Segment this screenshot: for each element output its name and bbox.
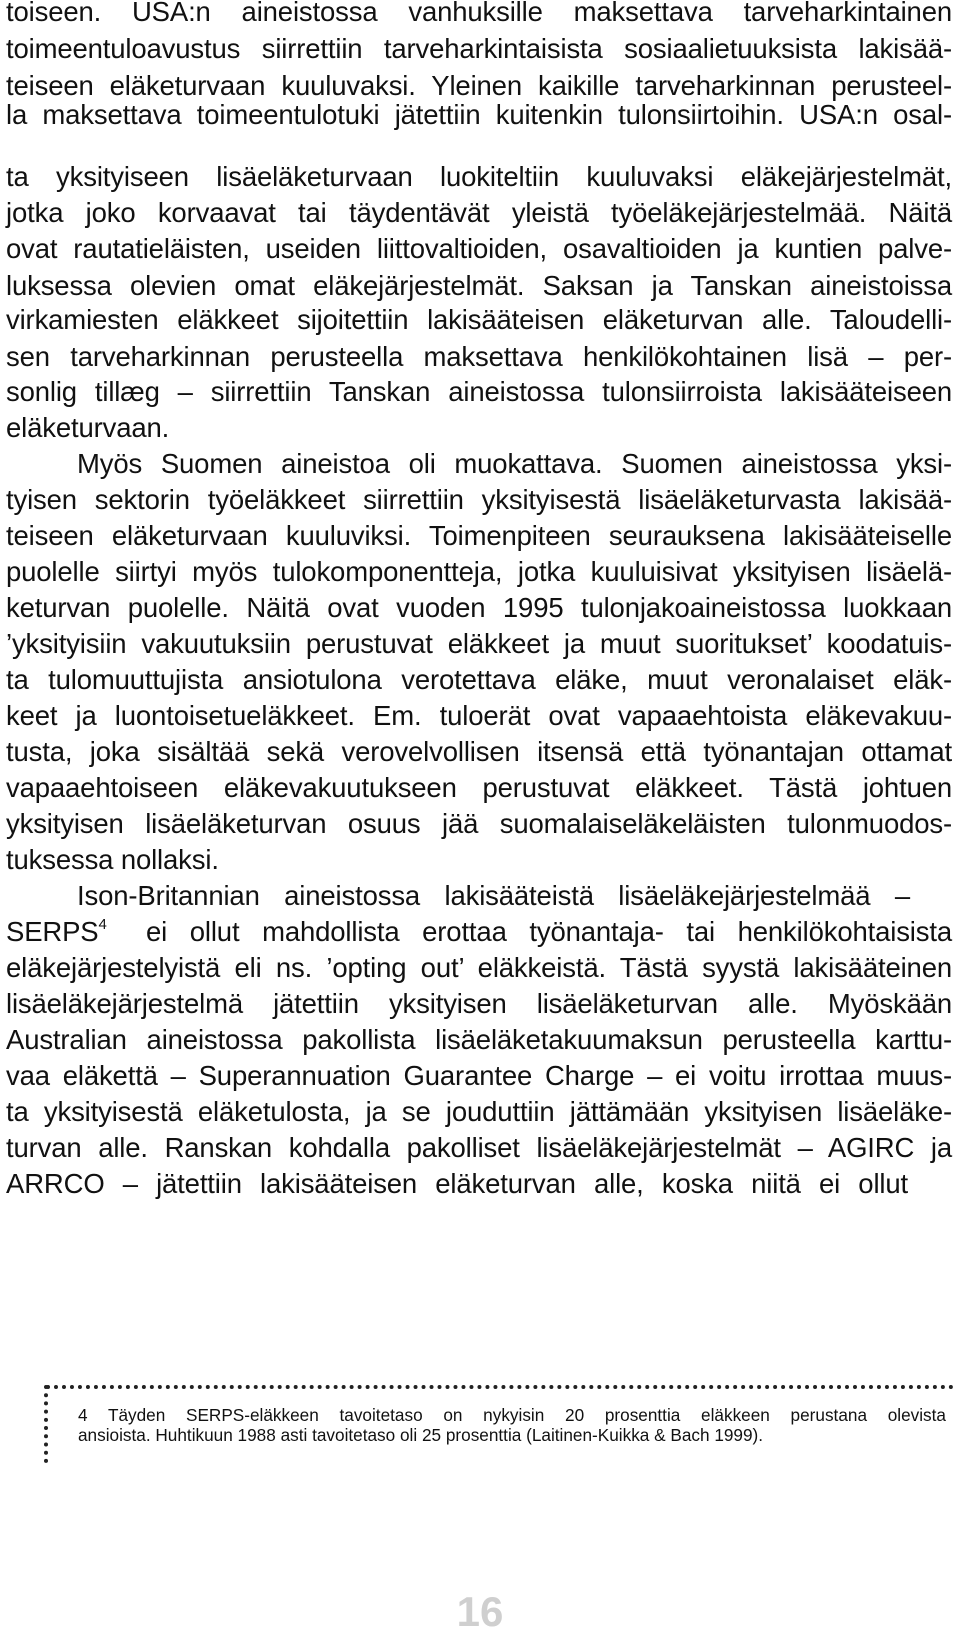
- text-line: la maksettava toimeentulotuki jätettiin kuitenkin tulonsiirtoihin. USA:n osal-: [6, 99, 952, 130]
- text-line: ta tulomuuttujista ansiotulona verotettava eläke, muut veronalaiset eläk-: [6, 664, 952, 695]
- text-line: ta yksityiseen lisäeläketurvaan luokiteltiin kuuluvaksi eläkejärjestelmät,: [6, 161, 952, 192]
- text-line: ’yksityisiin vakuutuksiin perustuvat eläkkeet ja muut suoritukset’ koodatuis-: [6, 628, 952, 659]
- text-line: teiseen eläketurvaan kuuluvaksi. Yleinen kaikille tarveharkinnan perusteel-: [6, 70, 952, 101]
- text-line: ARRCO – jätettiin lakisääteisen eläketurvan alle, koska niitä ei ollut: [6, 1168, 908, 1199]
- text-line: turvan alle. Ranskan kohdalla pakolliset lisäeläkejärjestelmät – AGIRC ja: [6, 1132, 952, 1163]
- text-line: Myös Suomen aineistoa oli muokattava. Suomen aineistossa yksi-: [77, 448, 952, 479]
- text-line: yksityisen lisäeläketurvan osuus jää suomalaiseläkeläisten tulonmuodos-: [6, 808, 952, 839]
- text-line: luksessa olevien omat eläkejärjestelmät. Saksan ja Tanskan aineistoissa: [6, 270, 952, 301]
- text-line: eläkejärjestelyistä eli ns. ’opting out’ eläkkeistä. Tästä syystä lakisääteinen: [6, 952, 952, 983]
- footnote-line: ansioista. Huhtikuun 1988 asti tavoitetaso oli 25 prosenttia (Laitinen-Kuikka & Bach 1999).: [78, 1425, 764, 1445]
- text-line: ovat rautatieläisten, useiden liittovaltioiden, osavaltioiden ja kuntien palve-: [6, 233, 952, 264]
- text-line: tyisen sektorin työeläkkeet siirrettiin yksityisestä lisäeläketurvasta lakisää-: [6, 484, 952, 515]
- serps-term: SERPS: [6, 916, 99, 947]
- text-line: sonlig tillæg – siirrettiin Tanskan aineistossa tulonsiirroista lakisääteiseen: [6, 376, 952, 407]
- text-line: tuksessa nollaksi.: [6, 844, 219, 875]
- footnote-line: 4 Täyden SERPS-eläkkeen tavoitetaso on nykyisin 20 prosenttia eläkkeen perustana olevista: [78, 1405, 946, 1425]
- text-line: vaa eläkettä – Superannuation Guarantee Charge – ei voitu irrottaa muus-: [6, 1060, 952, 1091]
- text-line: lisäeläkejärjestelmä jätettiin yksityisen lisäeläketurvan alle. Myöskään: [6, 988, 952, 1019]
- text-line: ta yksityisestä eläketulosta, ja se jouduttiin jättämään yksityisen lisäeläke-: [6, 1096, 952, 1127]
- text-line: Australian aineistossa pakollista lisäeläketakuumaksun perusteella karttu-: [6, 1024, 952, 1055]
- text-line: vapaaehtoiseen eläkevakuutukseen perustuvat eläkkeet. Tästä johtuen: [6, 772, 952, 803]
- text-line: toimeentuloavustus siirrettiin tarveharkintaisista sosiaalietuuksista lakisää-: [6, 33, 952, 64]
- text-line: Ison-Britannian aineistossa lakisääteistä lisäeläkejärjestelmää –: [77, 880, 910, 911]
- page-number: 16: [456, 1588, 504, 1635]
- text-line: teiseen eläketurvaan kuuluviksi. Toimenpiteen seurauksena lakisääteiselle: [6, 520, 952, 551]
- text-line: virkamiesten eläkkeet sijoitettiin lakisääteisen eläketurvan alle. Taloudelli-: [6, 304, 952, 335]
- text-line: tusta, joka sisältää sekä verovelvollisen itsensä että työnantajan ottamat: [6, 736, 952, 767]
- text-line-with-footnote: [6, 914, 952, 950]
- footnote-ref: 4: [98, 916, 107, 933]
- text-line: sen tarveharkinnan perusteella maksettava henkilökohtainen lisä – per-: [6, 341, 952, 372]
- footnote-separator: [46, 1385, 954, 1389]
- text-line: puolelle siirtyi myös tulokomponentteja, jotka kuuluisivat yksityisen lisäelä-: [6, 556, 952, 587]
- text-line-remainder: ei ollut mahdollista erottaa työnantaja- tai henkilökohtaisista: [146, 916, 952, 947]
- text-line: keturvan puolelle. Näitä ovat vuoden 1995 tulonjakoaineistossa luokkaan: [6, 592, 952, 623]
- text-line: toiseen. USA:n aineistossa vanhuksille maksettava tarveharkintainen: [6, 0, 952, 27]
- text-line: eläketurvaan.: [6, 412, 170, 443]
- text-line: keet ja luontoisetueläkkeet. Em. tuloerät ovat vapaaehtoista eläkevakuu-: [6, 700, 952, 731]
- text-line: jotka joko korvaavat tai täydentävät yleistä työeläkejärjestelmää. Näitä: [6, 197, 952, 228]
- footnote-side-rule: [44, 1385, 48, 1463]
